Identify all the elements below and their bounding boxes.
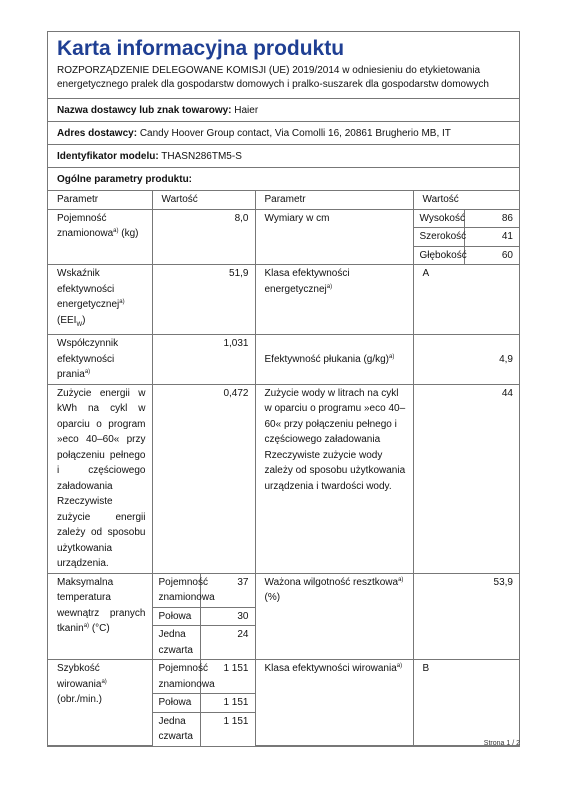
- supplier-label: Nazwa dostawcy lub znak towarowy:: [57, 105, 232, 116]
- width-label: Szerokość: [413, 228, 464, 247]
- temp-half-value: 30: [200, 607, 255, 626]
- product-fiche: [47, 31, 520, 747]
- capacity-label-cell: [48, 209, 152, 265]
- depth-value: 60: [464, 246, 519, 265]
- table-row: [48, 335, 519, 385]
- temp-quarter-value: 24: [200, 626, 255, 660]
- supplier-value: Haier: [234, 105, 259, 116]
- energy-class-value: A: [413, 265, 519, 335]
- spin-quarter-value: 1 151: [200, 712, 255, 746]
- capacity-unit: (kg): [121, 228, 139, 239]
- wash-eff-label: Współczynnik efektywności prania: [57, 338, 119, 380]
- depth-label: Głębokość: [413, 246, 464, 265]
- footnote-mark: a): [113, 228, 119, 234]
- energy-cons-value: 0,472: [152, 384, 255, 573]
- spin-quarter-label: Jedna czwarta: [152, 712, 200, 746]
- moisture-label: Ważona wilgotność resztkowa: [264, 576, 399, 588]
- rinse-label-cell: [255, 335, 413, 385]
- temp-half-label: Połowa: [152, 607, 200, 626]
- general-heading: [48, 167, 519, 190]
- table-header-row: [48, 191, 519, 210]
- footnote-mark: a): [84, 369, 91, 375]
- capacity-value: 8,0: [152, 209, 255, 265]
- eei-close: ): [82, 314, 86, 326]
- header-param-right: Parametr: [255, 191, 413, 210]
- table-row: [48, 573, 519, 607]
- wash-eff-label-cell: [48, 335, 152, 385]
- model-value: THASN286TM5-S: [161, 151, 242, 162]
- height-label: Wysokość: [413, 209, 464, 228]
- model-label: Identyfikator modelu:: [57, 151, 159, 162]
- capacity-label: Pojemność znamionowa: [57, 212, 114, 239]
- temp-label: Maksymalna temperatura wewnątrz pranych tkanin: [57, 576, 146, 634]
- address-value: Candy Hoover Group contact, Via Comolli 16, 20861 Brugherio MB, IT: [139, 128, 451, 139]
- model-row: [48, 144, 519, 167]
- header-param-left: Parametr: [48, 191, 152, 210]
- general-heading-text: Ogólne parametry produktu:: [57, 174, 193, 185]
- eei-label-cell: [48, 265, 152, 335]
- energy-cons-label: Zużycie energii w kWh na cykl w oparciu o program »eco 40–60« przy połączeniu pełnego i częściowego załadowania Rzeczywiste zużycie energii zależy od sposobu użytkowania urządzenia.: [48, 384, 152, 573]
- water-cons-label: Zużycie wody w litrach na cykl w oparciu o programu »eco 40–60« przy połączeniu pełnego i częściowego załadowania Rzeczywiste zużycie wody zależy od sposobu użytkowania urządzenia i twardości wody.: [255, 384, 413, 573]
- spin-rated-value: 1 151: [200, 660, 255, 694]
- address-label: Adres dostawcy:: [57, 128, 138, 139]
- eei-value: 51,9: [152, 265, 255, 335]
- height-value: 86: [464, 209, 519, 228]
- supplier-row: [48, 98, 519, 121]
- width-value: 41: [464, 228, 519, 247]
- footnote-mark: a): [326, 283, 333, 290]
- table-row: [48, 209, 519, 228]
- moisture-unit: (%): [264, 592, 281, 603]
- footnote-mark: a): [396, 663, 403, 669]
- wash-eff-value: 1,031: [152, 335, 255, 385]
- page-number: Strona 1 / 2: [483, 740, 520, 747]
- spin-class-label-cell: [255, 660, 413, 746]
- eei-sub: W: [76, 321, 83, 328]
- regulation-text: ROZPORZĄDZENIE DELEGOWANE KOMISJI (UE) 2019/2014 w odniesieniu do etykietowania energetycznego pralek dla gospodarstw domowych i pralko-suszarek dla gospodarstw domowych: [57, 65, 489, 90]
- table-row: [48, 265, 519, 335]
- parameters-table: [48, 190, 519, 746]
- page-title: Karta informacyjna produktu: [57, 37, 345, 60]
- spin-rated-label: Pojemność znamionowa: [152, 660, 200, 694]
- temp-unit: (°C): [91, 623, 110, 634]
- spin-unit: (obr./min.): [57, 694, 103, 705]
- footnote-mark: a): [389, 353, 395, 360]
- spin-label: Szybkość wirowania: [57, 663, 102, 690]
- footnote-mark: a): [101, 678, 107, 685]
- rinse-label: Efektywność płukania (g/kg): [264, 353, 390, 365]
- eei-unit: (EEI: [57, 314, 77, 326]
- dims-label: Wymiary w cm: [255, 209, 413, 265]
- temp-label-cell: [48, 573, 152, 660]
- temp-quarter-label: Jedna czwarta: [152, 626, 200, 660]
- energy-class-label: Klasa efektywności energetycznej: [264, 268, 350, 295]
- spin-label-cell: [48, 660, 152, 746]
- spin-half-label: Połowa: [152, 694, 200, 713]
- moisture-label-cell: [255, 573, 413, 660]
- footnote-mark: a): [398, 576, 404, 583]
- temp-rated-value: 37: [200, 573, 255, 607]
- header-value-left: Wartość: [152, 191, 255, 210]
- water-cons-value: 44: [413, 384, 519, 573]
- moisture-value: 53,9: [413, 573, 519, 660]
- rinse-value: 4,9: [413, 335, 519, 385]
- header-value-right: Wartość: [413, 191, 519, 210]
- temp-rated-label: Pojemność znamionowa: [152, 573, 200, 607]
- eei-label: Wskaźnik efektywności energetycznej: [57, 268, 120, 310]
- footnote-mark: a): [119, 299, 125, 305]
- spin-class-label: Klasa efektywności wirowania: [264, 663, 397, 674]
- address-row: [48, 121, 519, 144]
- table-row: [48, 660, 519, 694]
- table-row: [48, 384, 519, 573]
- energy-class-label-cell: [255, 265, 413, 335]
- spin-class-value: B: [413, 660, 519, 746]
- spin-half-value: 1 151: [200, 694, 255, 713]
- footnote-mark: a): [83, 623, 90, 629]
